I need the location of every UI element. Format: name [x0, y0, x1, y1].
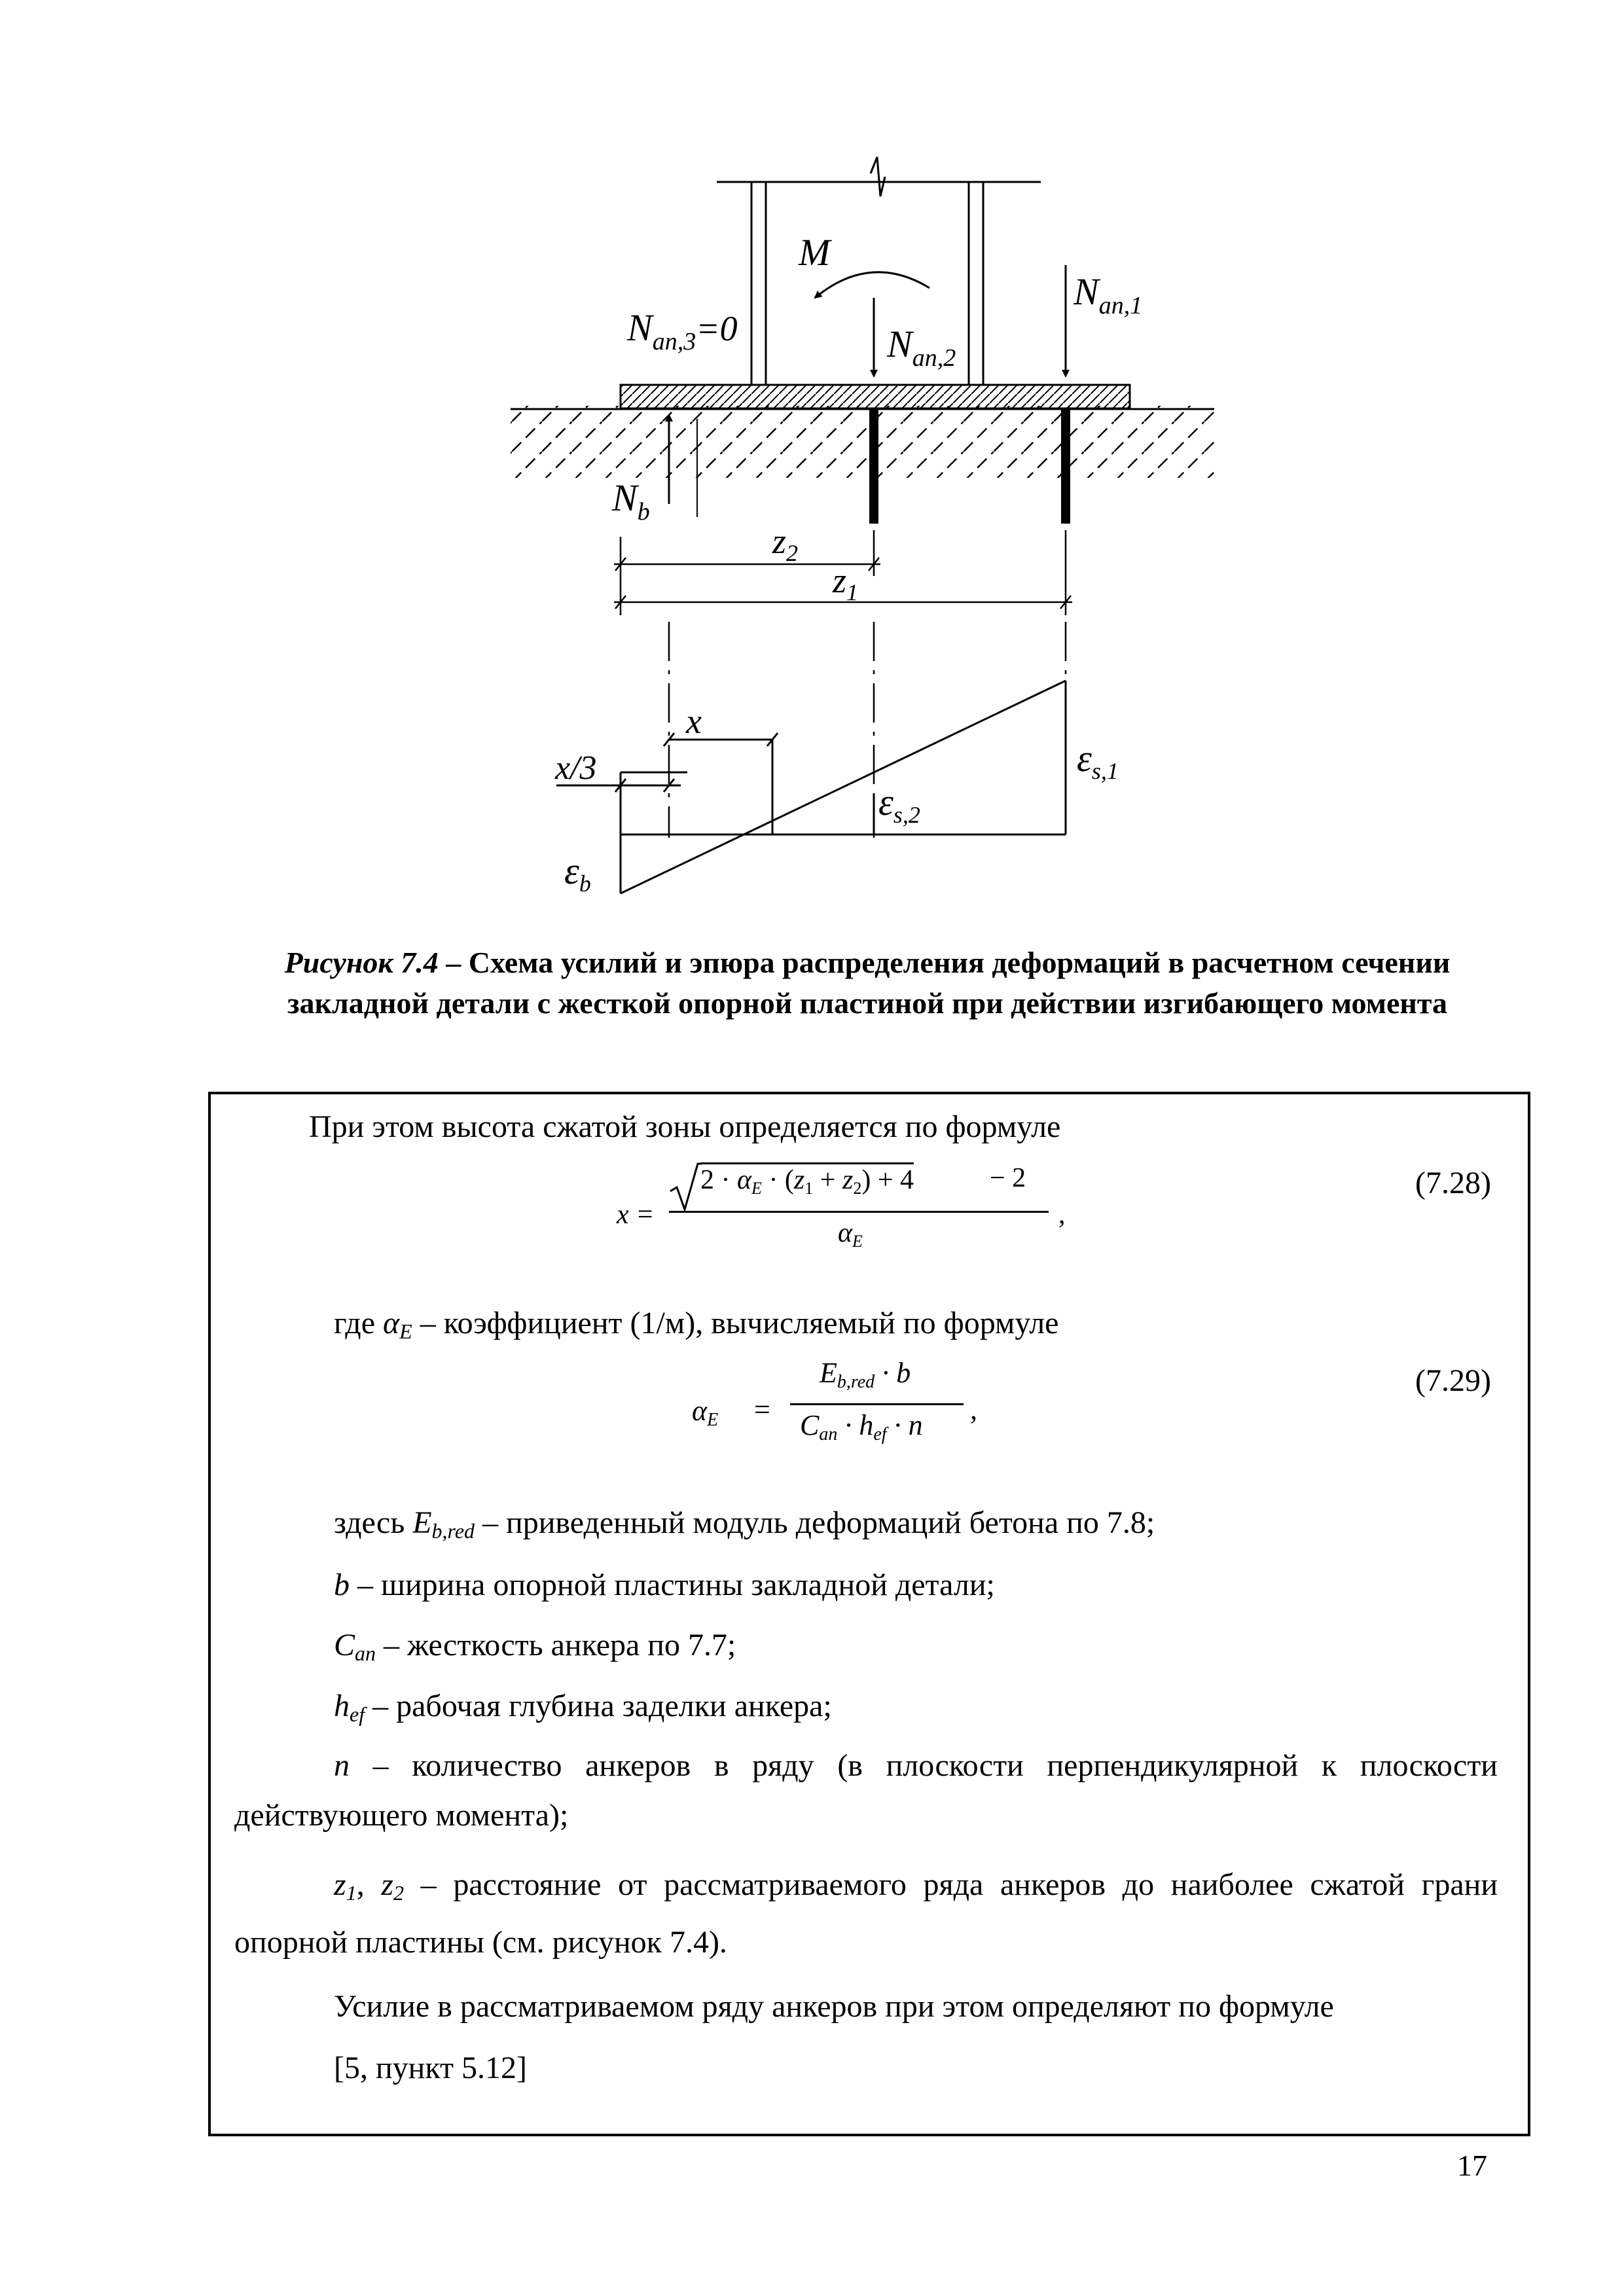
eq1-denominator: $\alpha_E$	[838, 1218, 863, 1251]
eq2-comma: ,	[970, 1393, 977, 1426]
def-z: $z_1$, $z_2$ – расстояние от рассматриваемого ряда анкеров до наиболее сжатой грани опорной пластины (см. рисунок 7.4).	[234, 1867, 1498, 1960]
axis-lines	[669, 622, 1066, 838]
equation-7-29	[692, 1356, 1150, 1454]
force-text: Усилие в рассматриваемом ряду анкеров при этом определяют по формуле	[334, 1989, 1334, 2024]
caption-line2: закладной детали с жесткой опорной пластиной при действии изгибающего момента	[287, 986, 1448, 1020]
n-an2-label: $N_{an,2}$	[887, 323, 956, 372]
eq1-lhs: x =	[617, 1200, 655, 1230]
fraction-bar-2	[790, 1403, 964, 1405]
x3-label: x/3	[555, 749, 597, 787]
reference-text: [5, пункт 5.12]	[334, 2051, 528, 2085]
intro-text: При этом высота сжатой зоны определяется по формуле	[309, 1109, 1061, 1144]
eps-b-label: $\varepsilon_b$	[564, 850, 591, 897]
def-n: n – количество анкеров в ряду (в плоскости перпендикулярной к плоскости действующего момента);	[234, 1748, 1498, 1833]
def-hef: $h_{ef}$ – рабочая глубина заделки анкера;	[334, 1689, 832, 1726]
strain-diagram	[556, 681, 1066, 893]
page-number: 17	[1457, 2149, 1487, 2182]
eq1-numerator: $2 \cdot \alpha_E \cdot (z_1 + z_2) + 4$	[700, 1162, 914, 1198]
equation-7-28	[617, 1160, 1206, 1258]
def-can: $C_{an}$ – жесткость анкера по 7.7;	[334, 1628, 736, 1665]
eq2-lhs: $\alpha_E$	[692, 1395, 719, 1430]
concrete-ground	[511, 406, 1214, 478]
z2-label: $z_2$	[772, 522, 799, 566]
def-ebred: здесь $E_{b,red}$ – приведенный модуль деформаций бетона по 7.8;	[334, 1505, 1155, 1543]
eq2-equals: =	[754, 1393, 770, 1426]
figure-7-4	[0, 0, 1624, 929]
formula-box	[208, 1092, 1530, 2136]
moment-arrow	[815, 272, 929, 298]
eq2-denominator: $C_{an} \cdot h_{ef} \cdot n$	[800, 1409, 923, 1444]
support-plate	[621, 385, 1130, 408]
n-b-label: $N_b$	[612, 476, 650, 526]
sqrt-sign	[669, 1161, 702, 1213]
caption-text: – Схема усилий и эпюра распределения деформаций в расчетном сечении	[438, 946, 1451, 979]
def-b: b – ширина опорной пластины закладной детали;	[334, 1568, 995, 1602]
figure-caption	[216, 942, 1519, 1024]
eq-number-7-29: (7.29)	[1415, 1363, 1491, 1398]
eq2-numerator: $E_{b,red} \cdot b$	[820, 1357, 911, 1392]
n-an1-label: $N_{an,1}$	[1074, 270, 1143, 319]
eps-s1-label: $\varepsilon_{s,1}$	[1077, 737, 1119, 784]
eq-number-7-28: (7.28)	[1415, 1166, 1491, 1200]
moment-label: M	[799, 231, 831, 274]
eq1-minus2: − 2	[990, 1163, 1026, 1193]
eps-s2-label: $\varepsilon_{s,2}$	[878, 781, 920, 828]
caption-label: Рисунок 7.4	[284, 946, 439, 979]
fraction-bar	[669, 1211, 1049, 1213]
eq1-comma: ,	[1058, 1200, 1066, 1230]
z1-label: $z_1$	[833, 561, 859, 605]
n-an3-label: $N_{an,3}=0$	[627, 306, 738, 355]
column	[717, 157, 1041, 385]
x-label: x	[686, 702, 702, 741]
where-alpha-text: где $\alpha_E$ – коэффициент (1/м), вычисляемый по формуле	[334, 1306, 1059, 1343]
